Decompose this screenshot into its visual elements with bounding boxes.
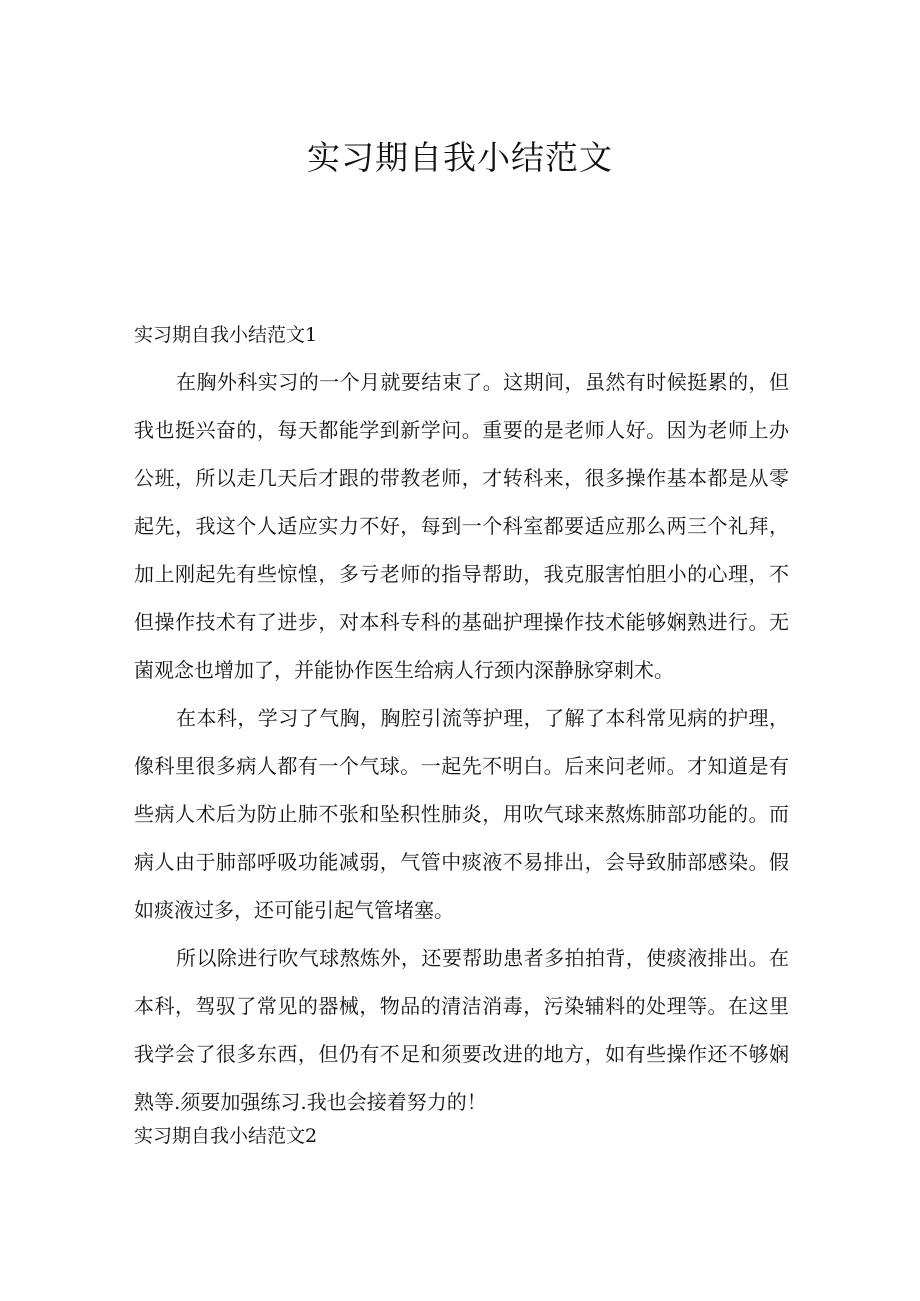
section-heading-2: 实习期自我小结范文2 [134, 1125, 318, 1147]
section-heading-1: 实习期自我小结范文1 [134, 324, 318, 346]
paragraph-2: 在本科，学习了气胸，胸腔引流等护理，了解了本科常见病的护理，像科里很多病人都有一个气球。一起先不明白。后来问老师。才知道是有些病人术后为防止肺不张和坠积性肺炎，用吹气球来熬炼肺部功能的。而病人由于肺部呼吸功能减弱，气管中痰液不易排出，会导致肺部感染。假如痰液过多，还可能引起气管堵塞。 [134, 706, 789, 922]
paragraph-1: 在胸外科实习的一个月就要结束了。这期间，虽然有时候挺累的，但我也挺兴奋的，每天都能学到新学问。重要的是老师人好。因为老师上办公班，所以走几天后才跟的带教老师，才转科来，很多操作基本都是从零起先，我这个人适应实力不好，每到一个科室都要适应那么两三个礼拜，加上刚起先有些惊惶，多亏老师的指导帮助，我克服害怕胆小的心理，不但操作技术有了进步，对本科专科的基础护理操作技术能够娴熟进行。无菌观念也增加了，并能协作医生给病人行颈内深静脉穿刺术。 [134, 370, 789, 682]
paragraph-3: 所以除进行吹气球熬炼外，还要帮助患者多拍拍背，使痰液排出。在本科，驾驭了常见的器械，物品的清洁消毒，污染辅料的处理等。在这里我学会了很多东西，但仍有不足和须要改进的地方，如有些操作还不够娴熟等.须要加强练习.我也会接着努力的！ [134, 946, 789, 1114]
document-title: 实习期自我小结范文 [307, 138, 613, 177]
